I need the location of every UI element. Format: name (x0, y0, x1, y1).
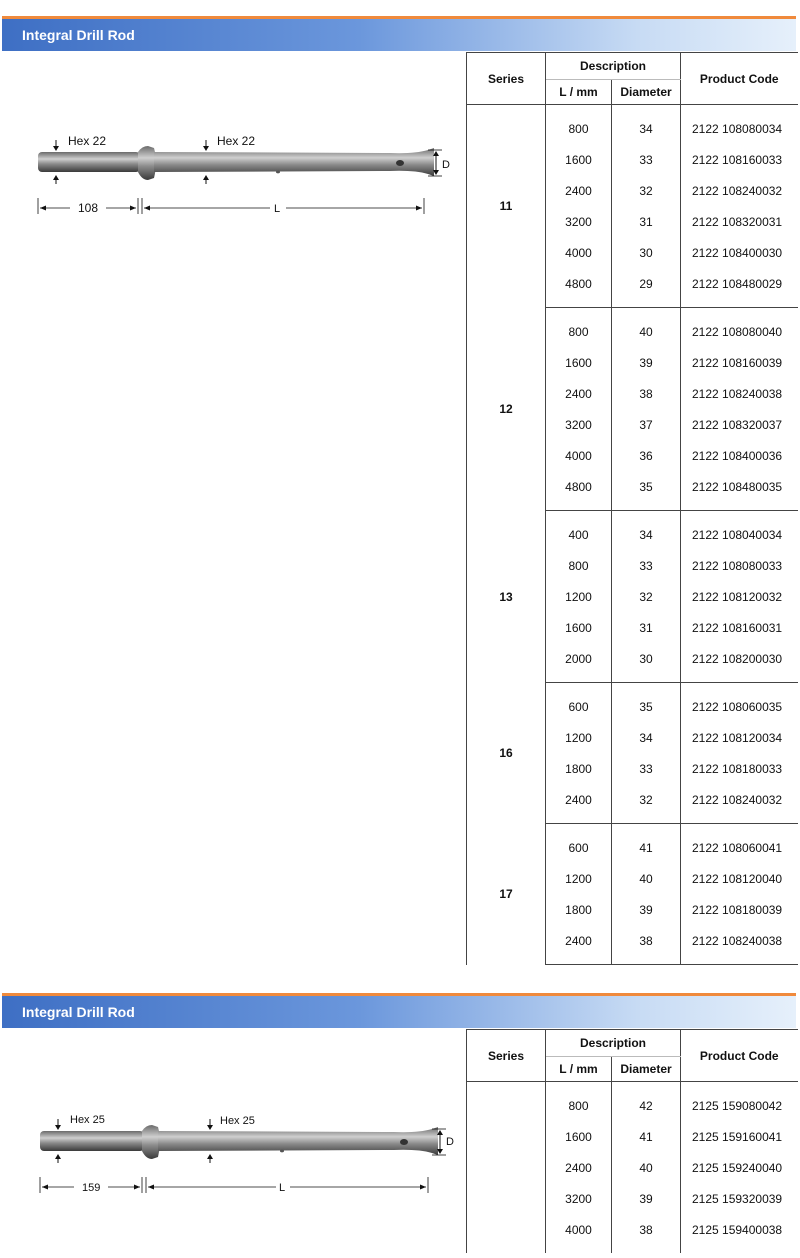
diameter-cell: 36 (612, 440, 681, 471)
pad-cell (681, 824, 798, 833)
product-code-cell: 2122 108480029 (692, 276, 783, 291)
product-code-cell: 2122 108480035 (692, 479, 783, 494)
product-code-cell: 2122 108080040 (692, 324, 783, 339)
length-cell: 1200 (546, 722, 612, 753)
length-label: L (274, 203, 281, 215)
diameter-cell: 32 (612, 175, 681, 206)
pad-cell (546, 511, 612, 520)
series-cell: 11 (467, 105, 546, 308)
pad-cell (612, 815, 681, 824)
pad-cell (681, 1245, 798, 1253)
product-code-cell: 2125 159240040 (692, 1160, 783, 1175)
pad-cell (546, 824, 612, 833)
group-pad-top (467, 1082, 798, 1091)
length-cell: 800 (546, 1090, 612, 1121)
pad-cell (546, 815, 612, 824)
section-2-title: Integral Drill Rod (22, 1004, 135, 1020)
length-cell: 1600 (546, 1121, 612, 1152)
diameter-label: D (446, 1136, 454, 1148)
pad-cell (681, 1082, 798, 1091)
section-2-spec-table (466, 1029, 798, 1253)
pad-cell (546, 1082, 612, 1091)
pad-cell (546, 299, 612, 308)
group-pad-top (467, 511, 798, 520)
hex-right-label: Hex 22 (217, 134, 256, 148)
length-cell: 800 (546, 316, 612, 347)
diameter-cell: 37 (612, 409, 681, 440)
rod-shank (38, 152, 140, 172)
product-code-cell: 2122 108240038 (692, 933, 783, 948)
pad-cell (546, 683, 612, 692)
length-cell: 2400 (546, 175, 612, 206)
product-code-cell: 2122 108160039 (692, 355, 783, 370)
pad-cell (612, 956, 681, 965)
length-cell: 1600 (546, 612, 612, 643)
series-cell: 12 (467, 308, 546, 511)
length-cell: 1600 (546, 347, 612, 378)
rod-collar (138, 146, 156, 180)
product-code-cell: 2125 159320039 (692, 1191, 783, 1206)
header-diameter: Diameter (612, 80, 681, 105)
header-length: L / mm (546, 1057, 612, 1082)
pad-cell (612, 105, 681, 114)
length-cell: 1200 (546, 581, 612, 612)
length-cell: 800 (546, 113, 612, 144)
diameter-label: D (442, 159, 450, 171)
diameter-cell: 35 (612, 691, 681, 722)
length-cell: 2400 (546, 925, 612, 956)
product-code-cell: 2122 108060041 (692, 840, 783, 855)
pad-cell (612, 502, 681, 511)
diameter-cell: 39 (612, 347, 681, 378)
section-1-title: Integral Drill Rod (22, 27, 135, 43)
diameter-cell: 40 (612, 1152, 681, 1183)
length-cell: 1800 (546, 894, 612, 925)
pad-cell (681, 683, 798, 692)
rod-body (154, 148, 434, 176)
product-code-cell: 2122 108060035 (692, 699, 783, 714)
pad-cell (612, 674, 681, 683)
diameter-cell: 34 (612, 519, 681, 550)
length-cell: 400 (546, 519, 612, 550)
pad-cell (681, 502, 798, 511)
product-code-cell: 2122 108080033 (692, 558, 783, 573)
length-cell: 4000 (546, 1214, 612, 1245)
diameter-cell: 40 (612, 863, 681, 894)
hex-left-label: Hex 22 (68, 134, 107, 148)
diameter-cell: 35 (612, 471, 681, 502)
pad-cell (546, 502, 612, 511)
diameter-cell: 34 (612, 113, 681, 144)
length-cell: 4000 (546, 237, 612, 268)
diameter-cell: 39 (612, 894, 681, 925)
pad-cell (612, 511, 681, 520)
length-cell: 1800 (546, 753, 612, 784)
product-code-cell: 2125 159080042 (692, 1098, 783, 1113)
header-series: Series (467, 1030, 546, 1082)
length-cell: 2400 (546, 378, 612, 409)
header-diameter: Diameter (612, 1057, 681, 1082)
group-pad-top (467, 683, 798, 692)
length-cell: 600 (546, 691, 612, 722)
header-description: Description (546, 1030, 681, 1057)
diameter-cell: 38 (612, 378, 681, 409)
section-1-spec-table (466, 52, 798, 965)
product-code-cell: 2122 108200030 (692, 651, 783, 666)
section-2-rod-diagram (30, 1107, 460, 1202)
length-cell: 3200 (546, 1183, 612, 1214)
pad-cell (681, 674, 798, 683)
group-pad-top (467, 824, 798, 833)
pad-cell (681, 299, 798, 308)
product-code-cell: 2122 108040034 (692, 527, 783, 542)
pad-cell (612, 1082, 681, 1091)
diameter-cell: 30 (612, 643, 681, 674)
product-code-cell: 2122 108180033 (692, 761, 783, 776)
series-cell (467, 1082, 546, 1254)
pad-cell (612, 1245, 681, 1253)
shank-length-label: 108 (78, 201, 99, 215)
pad-cell (546, 105, 612, 114)
length-cell: 2400 (546, 1152, 612, 1183)
header-series: Series (467, 53, 546, 105)
diameter-cell: 33 (612, 753, 681, 784)
diameter-cell: 40 (612, 316, 681, 347)
header-product-code: Product Code (681, 53, 798, 105)
pad-cell (681, 105, 798, 114)
product-code-cell: 2122 108320037 (692, 417, 783, 432)
product-code-cell: 2125 159160041 (692, 1129, 783, 1144)
pad-cell (546, 956, 612, 965)
diameter-cell: 41 (612, 832, 681, 863)
pad-cell (546, 1245, 612, 1253)
diameter-cell: 38 (612, 925, 681, 956)
diameter-cell: 29 (612, 268, 681, 299)
length-label: L (279, 1182, 286, 1194)
product-code-cell: 2122 108240038 (692, 386, 783, 401)
diameter-cell: 30 (612, 237, 681, 268)
diameter-cell: 31 (612, 206, 681, 237)
pad-cell (681, 815, 798, 824)
group-pad-top (467, 308, 798, 317)
diameter-cell: 32 (612, 581, 681, 612)
rod-collar (142, 1125, 160, 1159)
diameter-cell: 31 (612, 612, 681, 643)
diameter-cell: 32 (612, 784, 681, 815)
product-code-cell: 2122 108120034 (692, 730, 783, 745)
product-code-cell: 2122 108240032 (692, 792, 783, 807)
rod-body (158, 1127, 438, 1155)
section-1-rod-diagram (30, 128, 460, 223)
pad-cell (546, 308, 612, 317)
series-cell: 17 (467, 824, 546, 965)
length-cell: 2400 (546, 784, 612, 815)
section-2-banner (2, 996, 796, 1028)
product-code-cell: 2122 108400036 (692, 448, 783, 463)
pad-cell (612, 824, 681, 833)
length-cell: 4800 (546, 268, 612, 299)
length-cell: 3200 (546, 409, 612, 440)
product-code-cell: 2125 159400038 (692, 1222, 783, 1237)
diameter-cell: 33 (612, 144, 681, 175)
length-cell: 2000 (546, 643, 612, 674)
length-cell: 600 (546, 832, 612, 863)
diameter-cell: 38 (612, 1214, 681, 1245)
pad-cell (612, 299, 681, 308)
hex-right-label: Hex 25 (220, 1115, 255, 1127)
rod-shank (40, 1131, 144, 1151)
pad-cell (681, 308, 798, 317)
header-description: Description (546, 53, 681, 80)
length-cell: 800 (546, 550, 612, 581)
pad-cell (612, 683, 681, 692)
shank-length-label: 159 (82, 1182, 101, 1194)
pad-cell (546, 674, 612, 683)
length-cell: 4000 (546, 440, 612, 471)
diameter-cell: 42 (612, 1090, 681, 1121)
product-code-cell: 2122 108180039 (692, 902, 783, 917)
product-code-cell: 2122 108160031 (692, 620, 783, 635)
section-1-banner (2, 19, 796, 51)
pad-cell (681, 511, 798, 520)
header-length: L / mm (546, 80, 612, 105)
diameter-cell: 39 (612, 1183, 681, 1214)
diameter-cell: 34 (612, 722, 681, 753)
series-cell: 16 (467, 683, 546, 824)
length-cell: 1600 (546, 144, 612, 175)
diameter-cell: 41 (612, 1121, 681, 1152)
pad-cell (681, 956, 798, 965)
product-code-cell: 2122 108120032 (692, 589, 783, 604)
diameter-cell: 33 (612, 550, 681, 581)
product-code-cell: 2122 108320031 (692, 214, 783, 229)
product-code-cell: 2122 108160033 (692, 152, 783, 167)
product-code-cell: 2122 108080034 (692, 121, 783, 136)
pad-cell (612, 308, 681, 317)
product-code-cell: 2122 108240032 (692, 183, 783, 198)
group-pad-top (467, 105, 798, 114)
series-cell: 13 (467, 511, 546, 683)
product-code-cell: 2122 108120040 (692, 871, 783, 886)
hex-left-label: Hex 25 (70, 1114, 105, 1126)
length-cell: 1200 (546, 863, 612, 894)
header-product-code: Product Code (681, 1030, 798, 1082)
length-cell: 4800 (546, 471, 612, 502)
product-code-cell: 2122 108400030 (692, 245, 783, 260)
length-cell: 3200 (546, 206, 612, 237)
